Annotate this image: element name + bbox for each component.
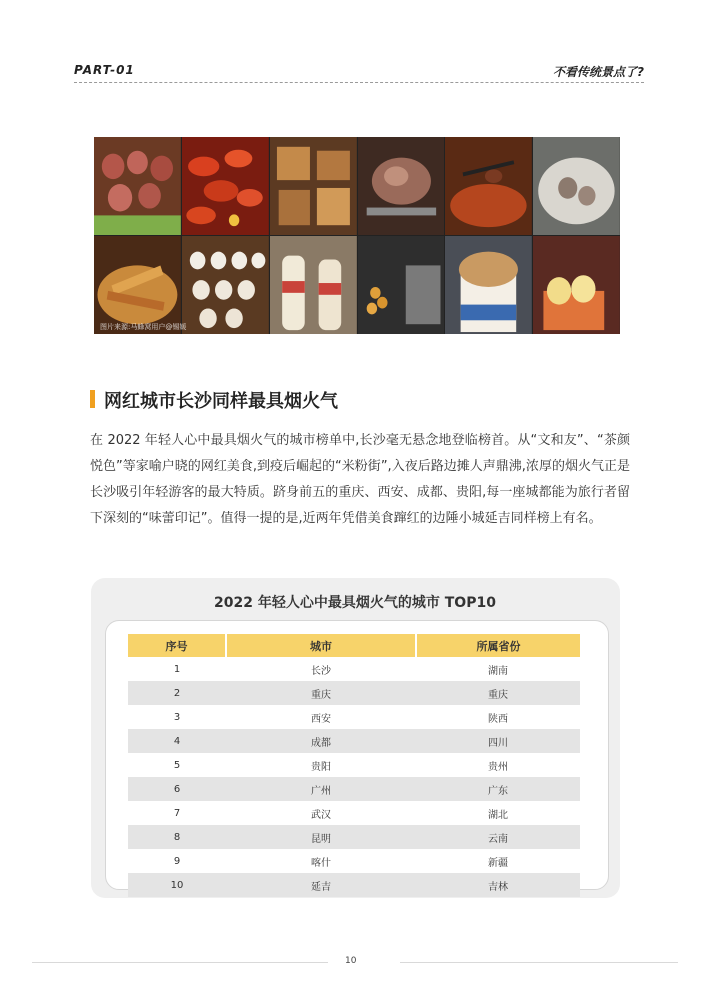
photo-fried-balls-icon [533, 236, 620, 334]
ranking-title: 2022 年轻人心中最具烟火气的城市 TOP10 [214, 595, 496, 611]
table-header-row [128, 634, 580, 657]
table-row [128, 657, 580, 681]
table-row [128, 801, 580, 825]
footer-divider-right [400, 962, 678, 963]
photo-crayfish-icon [182, 137, 269, 235]
photo-milk-tea-icon [445, 236, 532, 334]
photo-meat-spoon-icon [358, 137, 445, 235]
photo-grilled-fish-icon [270, 137, 357, 235]
section-body: 在 2022 年轻人心中最具烟火气的城市榜单中,长沙毫无悬念地登临榜首。从“文和友”、“茶颜悦色”等家喻户晓的网红美食,到疫后崛起的“米粉街”,入夜后路边摊人声鼎沸,浓厚的烟火气正是长沙吸引年轻游客的最大特质。跻身前五的重庆、西安、成都、贵阳,每一座城都能为旅行者留下深刻的“味蕾印记”。值得一提的是,近两年凭借美食蹿红的边陲小城延吉同样榜上有名。 [90, 433, 630, 526]
row-city: 广州 [226, 777, 416, 801]
table-row [128, 873, 580, 897]
photo-dessert-cups-icon [182, 236, 269, 334]
row-city: 长沙 [311, 665, 331, 677]
section-accent-bar [90, 390, 95, 408]
table-row [128, 681, 580, 705]
food-photo-collage [94, 137, 620, 334]
table-row [128, 849, 580, 873]
row-province: 湖北 [488, 809, 508, 821]
row-rank: 10 [128, 873, 226, 897]
row-city: 延吉 [226, 873, 416, 897]
row-province: 四川 [416, 729, 580, 753]
row-rank: 1 [173, 663, 181, 675]
row-province: 湖南 [488, 665, 508, 677]
table-row [128, 705, 580, 729]
row-rank: 8 [128, 825, 226, 849]
page-number: 10 [345, 956, 357, 966]
photo-fried-platter-icon [94, 236, 181, 334]
table-row [128, 729, 580, 753]
photo-sausage-icon [94, 137, 181, 235]
row-province: 重庆 [416, 681, 580, 705]
table-row [128, 777, 580, 801]
row-province: 云南 [416, 825, 580, 849]
header-province: 所属省份 [416, 634, 580, 657]
row-city: 西安 [311, 713, 331, 725]
row-city: 贵阳 [311, 761, 331, 773]
section-label: 不看传统景点了? [553, 65, 644, 79]
section-title: 网红城市长沙同样最具烟火气 [104, 391, 338, 412]
footer-divider-left [32, 962, 328, 963]
row-rank: 5 [173, 759, 181, 771]
row-rank: 9 [173, 855, 181, 867]
row-rank: 2 [128, 681, 226, 705]
photo-milk-bottles-icon [270, 236, 357, 334]
photo-street-snack-icon [358, 236, 445, 334]
row-province: 陕西 [488, 713, 508, 725]
row-province: 新疆 [488, 857, 508, 869]
table-row [128, 825, 580, 849]
header-rank: 序号 [128, 634, 226, 657]
part-label: PART-01 [74, 63, 135, 77]
header-city: 城市 [226, 634, 416, 657]
header-divider [74, 82, 644, 83]
row-rank: 4 [128, 729, 226, 753]
row-city: 成都 [226, 729, 416, 753]
row-city: 武汉 [311, 809, 331, 821]
row-city: 重庆 [226, 681, 416, 705]
photo-chopsticks-dish-icon [445, 137, 532, 235]
row-rank: 3 [173, 711, 181, 723]
row-province: 广东 [416, 777, 580, 801]
row-city: 喀什 [311, 857, 331, 869]
photo-credit: 图片来源:马蜂窝用户@锡媛 [100, 323, 187, 331]
photo-meatball-soup-icon [533, 137, 620, 235]
ranking-table [128, 634, 580, 897]
row-city: 昆明 [226, 825, 416, 849]
row-rank: 6 [128, 777, 226, 801]
table-row [128, 753, 580, 777]
row-province: 贵州 [488, 761, 508, 773]
row-rank: 7 [173, 807, 181, 819]
row-province: 吉林 [416, 873, 580, 897]
